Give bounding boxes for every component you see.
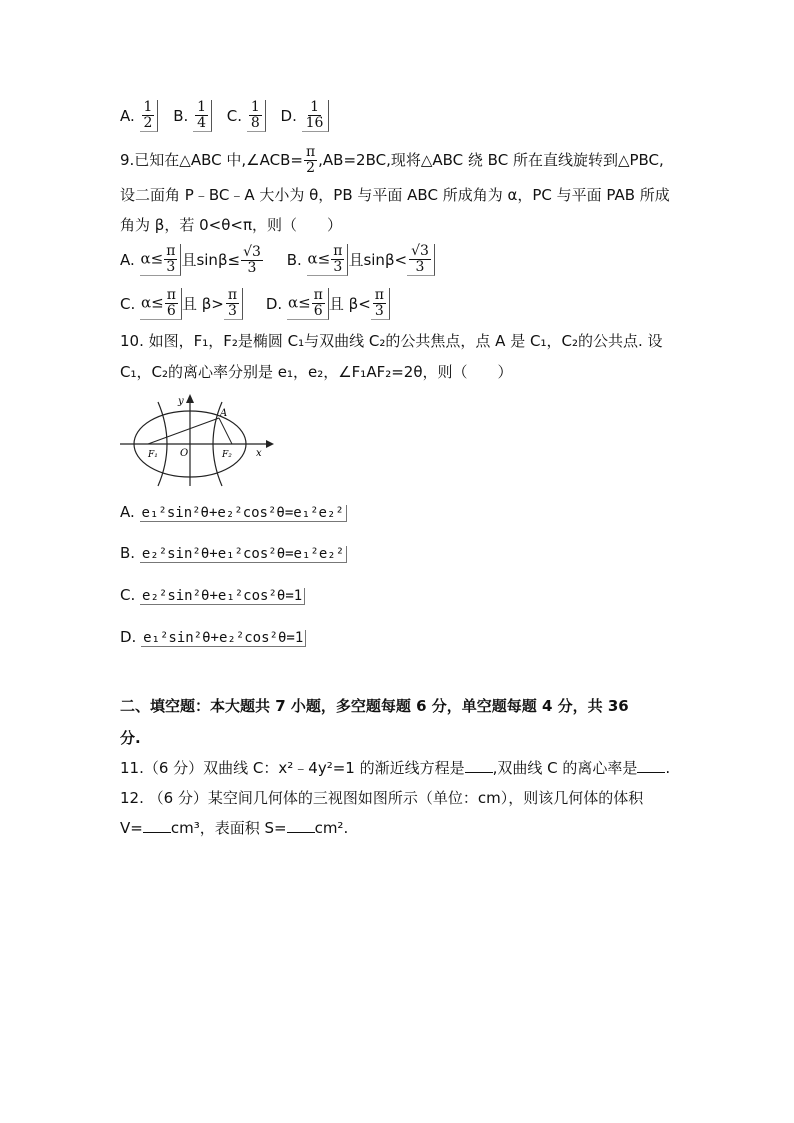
segment-f1-a xyxy=(148,418,219,444)
label-o: O xyxy=(180,448,189,459)
q10-option-c[interactable]: C. e₂²sin²θ+e₁²cos²θ=1 xyxy=(120,586,305,605)
x-axis-arrow xyxy=(266,440,274,448)
q9-angle-fraction: $\frac{\pi}{2}$ xyxy=(305,144,316,176)
q10-line1: 10. 如图，F₁，F₂是椭圆 C₁与双曲线 C₂的公共焦点，点 A 是 C₁，C₂的公共点. 设 xyxy=(120,332,663,350)
label-f2: F₂ xyxy=(222,450,232,460)
q9-option-c[interactable]: C. α≤ $\frac{\pi}{6}$ 且 β> $\frac{\pi}{3}$ xyxy=(120,295,248,313)
q8-option-c[interactable]: C. $\frac{1}{8}$ xyxy=(227,107,271,125)
q10-option-a-formula: e₁²sin²θ+e₂²cos²θ=e₁²e₂² xyxy=(140,505,347,522)
label-x: x xyxy=(256,448,262,459)
q10-option-b-formula: e₂²sin²θ+e₁²cos²θ=e₁²e₂² xyxy=(140,546,347,563)
q10-line2: C₁，C₂的离心率分别是 e₁，e₂，∠F₁AF₂=2θ，则（ ） xyxy=(120,363,513,381)
q11-line: 11.（6 分）双曲线 C：x²﹣4y²=1 的渐近线方程是 ,双曲线 C 的离心率是 . xyxy=(120,759,671,777)
label-a: A xyxy=(220,408,228,419)
ellipse-hyperbola-figure xyxy=(118,392,274,488)
q8-option-a[interactable]: A. $\frac{1}{2}$ xyxy=(120,107,163,125)
q8-option-b[interactable]: B. $\frac{1}{4}$ xyxy=(173,107,217,125)
q10-option-d[interactable]: D. e₁²sin²θ+e₂²cos²θ=1 xyxy=(120,628,306,647)
section2-heading-line1: 二、填空题：本大题共 7 小题，多空题每题 6 分，单空题每题 4 分，共 36 xyxy=(120,697,629,715)
q9-option-a[interactable]: A. α≤ $\frac{\pi}{3}$ 且sinβ≤ $\frac{√3}{3}$ xyxy=(120,243,261,276)
q8-option-d[interactable]: D. $\frac{1}{16}$ xyxy=(281,107,330,125)
q9-line1: 9.已知在△ABC 中,∠ACB= $\frac{\pi}{2}$ ,AB=2BC,现将△ABC 绕 BC 所在直线旋转到△PBC, xyxy=(120,144,664,176)
segment-f2-a xyxy=(219,418,232,444)
q9-option-d[interactable]: D. α≤ $\frac{\pi}{6}$ 且 β< $\frac{\pi}{3}$ xyxy=(266,295,390,313)
q12-line2: V= cm³，表面积 S= cm². xyxy=(120,819,349,837)
label-y: y xyxy=(178,396,184,407)
q11-blank-2[interactable] xyxy=(637,758,665,773)
q12-blank-volume[interactable] xyxy=(143,818,171,833)
q8-options xyxy=(120,100,339,132)
q12-line1: 12. （6 分）某空间几何体的三视图如图所示（单位：cm），则该几何体的体积 xyxy=(120,789,644,807)
q9-line2: 设二面角 P﹣BC﹣A 大小为 θ，PB 与平面 ABC 所成角为 α，PC 与平面 PAB 所成 xyxy=(120,186,670,204)
y-axis-arrow xyxy=(186,394,194,403)
q10-option-a[interactable]: A. e₁²sin²θ+e₂²cos²θ=e₁²e₂² xyxy=(120,503,347,522)
q10-option-d-formula: e₁²sin²θ+e₂²cos²θ=1 xyxy=(141,630,306,647)
q10-option-c-formula: e₂²sin²θ+e₁²cos²θ=1 xyxy=(140,588,305,605)
label-f1: F₁ xyxy=(148,450,158,460)
q10-option-b[interactable]: B. e₂²sin²θ+e₁²cos²θ=e₁²e₂² xyxy=(120,544,347,563)
q11-blank-1[interactable] xyxy=(465,758,493,773)
section2-heading-line2: 分. xyxy=(120,729,141,747)
q9-options-row2 xyxy=(120,288,390,320)
q9-options-row1 xyxy=(120,244,435,276)
q9-option-b[interactable]: B. α≤ $\frac{\pi}{3}$ 且sinβ< $\frac{√3}{3}$ xyxy=(287,251,435,269)
q9-line3: 角为 β，若 0<θ<π，则（ ） xyxy=(120,216,342,234)
q12-blank-surface[interactable] xyxy=(287,818,315,833)
